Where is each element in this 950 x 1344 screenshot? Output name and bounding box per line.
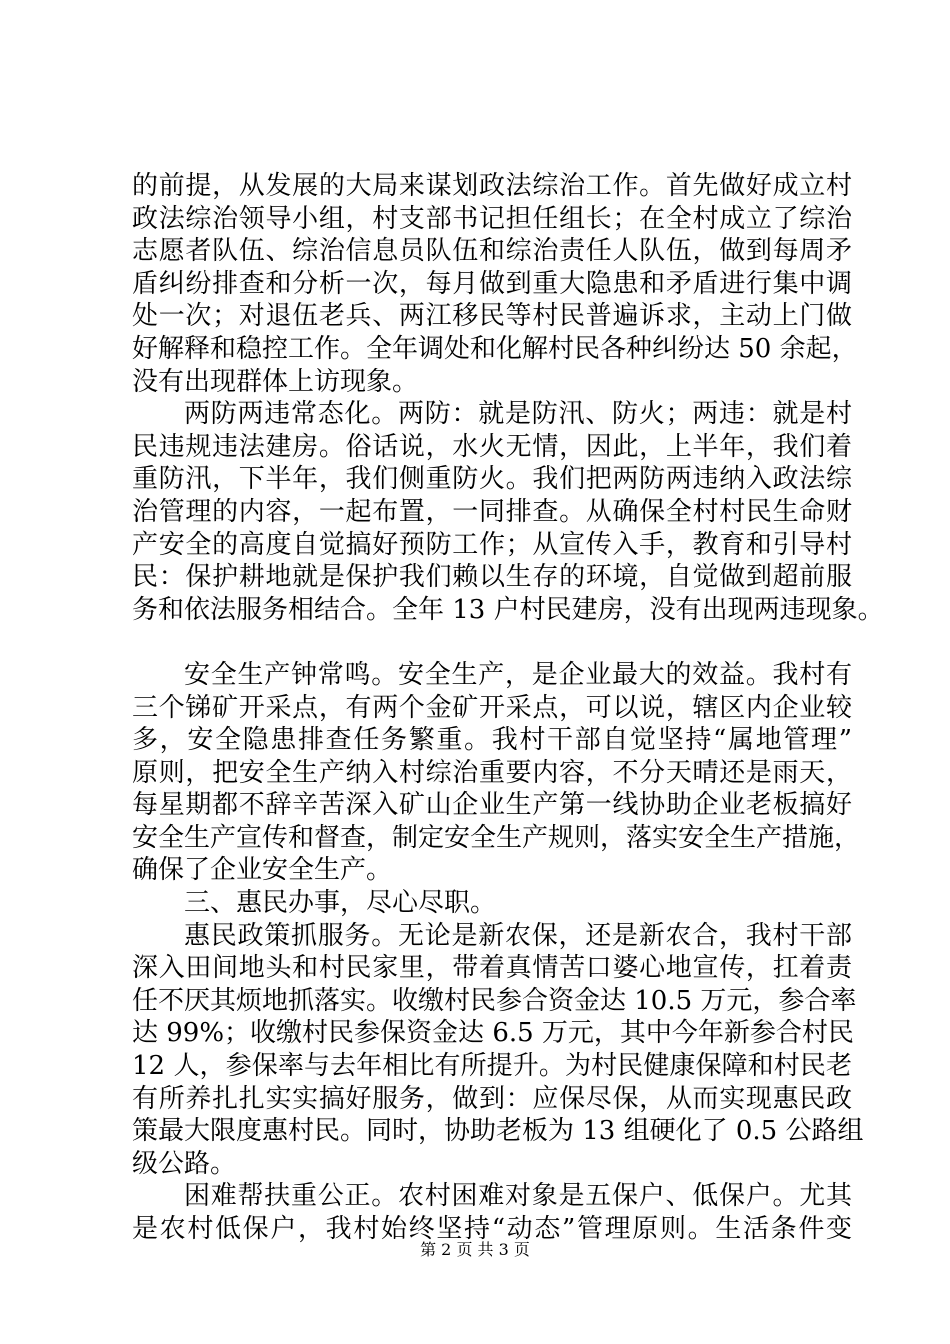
paragraph-start-line: 困难帮扶重公正。农村困难对象是五保户、低保户。尤其 xyxy=(184,1181,852,1212)
section-heading: 三、惠民办事，尽心尽职。 xyxy=(184,888,497,919)
text-line: 任不厌其烦地抓落实。收缴村民参合资金达 10.5 万元，参合率 xyxy=(132,985,857,1016)
paragraph-start-line: 惠民政策抓服务。无论是新农保，还是新农合，我村干部 xyxy=(184,920,852,951)
text-line: 是农村低保户，我村始终坚持“动态”管理原则。生活条件变 xyxy=(132,1214,852,1244)
text-line: 原则，把安全生产纳入村综治重要内容，不分天晴还是雨天， xyxy=(132,757,852,788)
text-line: 好解释和稳控工作。全年调处和化解村民各种纠纷达 50 余起， xyxy=(132,333,858,364)
text-line: 有所养扎扎实实搞好服务，做到：应保尽保，从而实现惠民政 xyxy=(132,1083,852,1114)
text-line: 民：保护耕地就是保护我们赖以生存的环境，自觉做到超前服 xyxy=(132,562,852,593)
text-line: 治管理的内容，一起布置，一同排查。从确保全村村民生命财 xyxy=(132,496,852,527)
text-line: 重防汛，下半年，我们侧重防火。我们把两防两违纳入政法综 xyxy=(132,464,852,495)
text-line: 没有出现群体上访现象。 xyxy=(132,366,419,397)
text-line: 每星期都不辞辛苦深入矿山企业生产第一线协助企业老板搞好 xyxy=(132,790,852,821)
paragraph-start-line: 两防两违常态化。两防：就是防汛、防火；两违：就是村 xyxy=(184,399,852,430)
blank-line xyxy=(132,626,852,659)
text-line: 民违规违法建房。俗话说，水火无情，因此，上半年，我们着 xyxy=(132,431,852,462)
text-line: 达 99%；收缴村民参保资金达 6.5 万元，其中今年新参合村民 xyxy=(132,1018,854,1049)
paragraph-start-line: 安全生产钟常鸣。安全生产，是企业最大的效益。我村有 xyxy=(184,659,852,690)
text-line: 深入田间地头和村民家里，带着真情苦口婆心地宣传，扛着责 xyxy=(132,953,852,984)
text-line: 策最大限度惠村民。同时，协助老板为 13 组硬化了 0.5 公路组 xyxy=(132,1116,864,1147)
text-line: 多，安全隐患排查任务繁重。我村干部自觉坚持“属地管理” xyxy=(132,725,852,756)
text-line: 处一次；对退伍老兵、两江移民等村民普遍诉求，主动上门做 xyxy=(132,301,852,332)
page-number-footer: 第 2 页 共 3 页 xyxy=(420,1240,530,1259)
text-line: 级公路。 xyxy=(132,1148,237,1179)
text-line: 盾纠纷排查和分析一次，每月做到重大隐患和矛盾进行集中调 xyxy=(132,268,852,299)
text-line: 政法综治领导小组，村支部书记担任组长；在全村成立了综治 xyxy=(132,203,852,234)
body-text xyxy=(132,170,884,1246)
text-line: 确保了企业安全生产。 xyxy=(132,855,393,886)
text-line: 12 人，参保率与去年相比有所提升。为村民健康保障和村民老 xyxy=(132,1051,852,1082)
text-line: 志愿者队伍、综治信息员队伍和综治责任人队伍，做到每周矛 xyxy=(132,236,852,267)
text-line: 产安全的高度自觉搞好预防工作；从宣传入手，教育和引导村 xyxy=(132,529,852,560)
text-line: 三个锑矿开采点，有两个金矿开采点，可以说，辖区内企业较 xyxy=(132,692,852,723)
text-line: 安全生产宣传和督查，制定安全生产规则，落实安全生产措施， xyxy=(132,822,861,853)
text-line: 务和依法服务相结合。全年 13 户村民建房，没有出现两违现象。 xyxy=(132,594,884,625)
text-line: 的前提，从发展的大局来谋划政法综治工作。首先做好成立村 xyxy=(132,171,852,201)
